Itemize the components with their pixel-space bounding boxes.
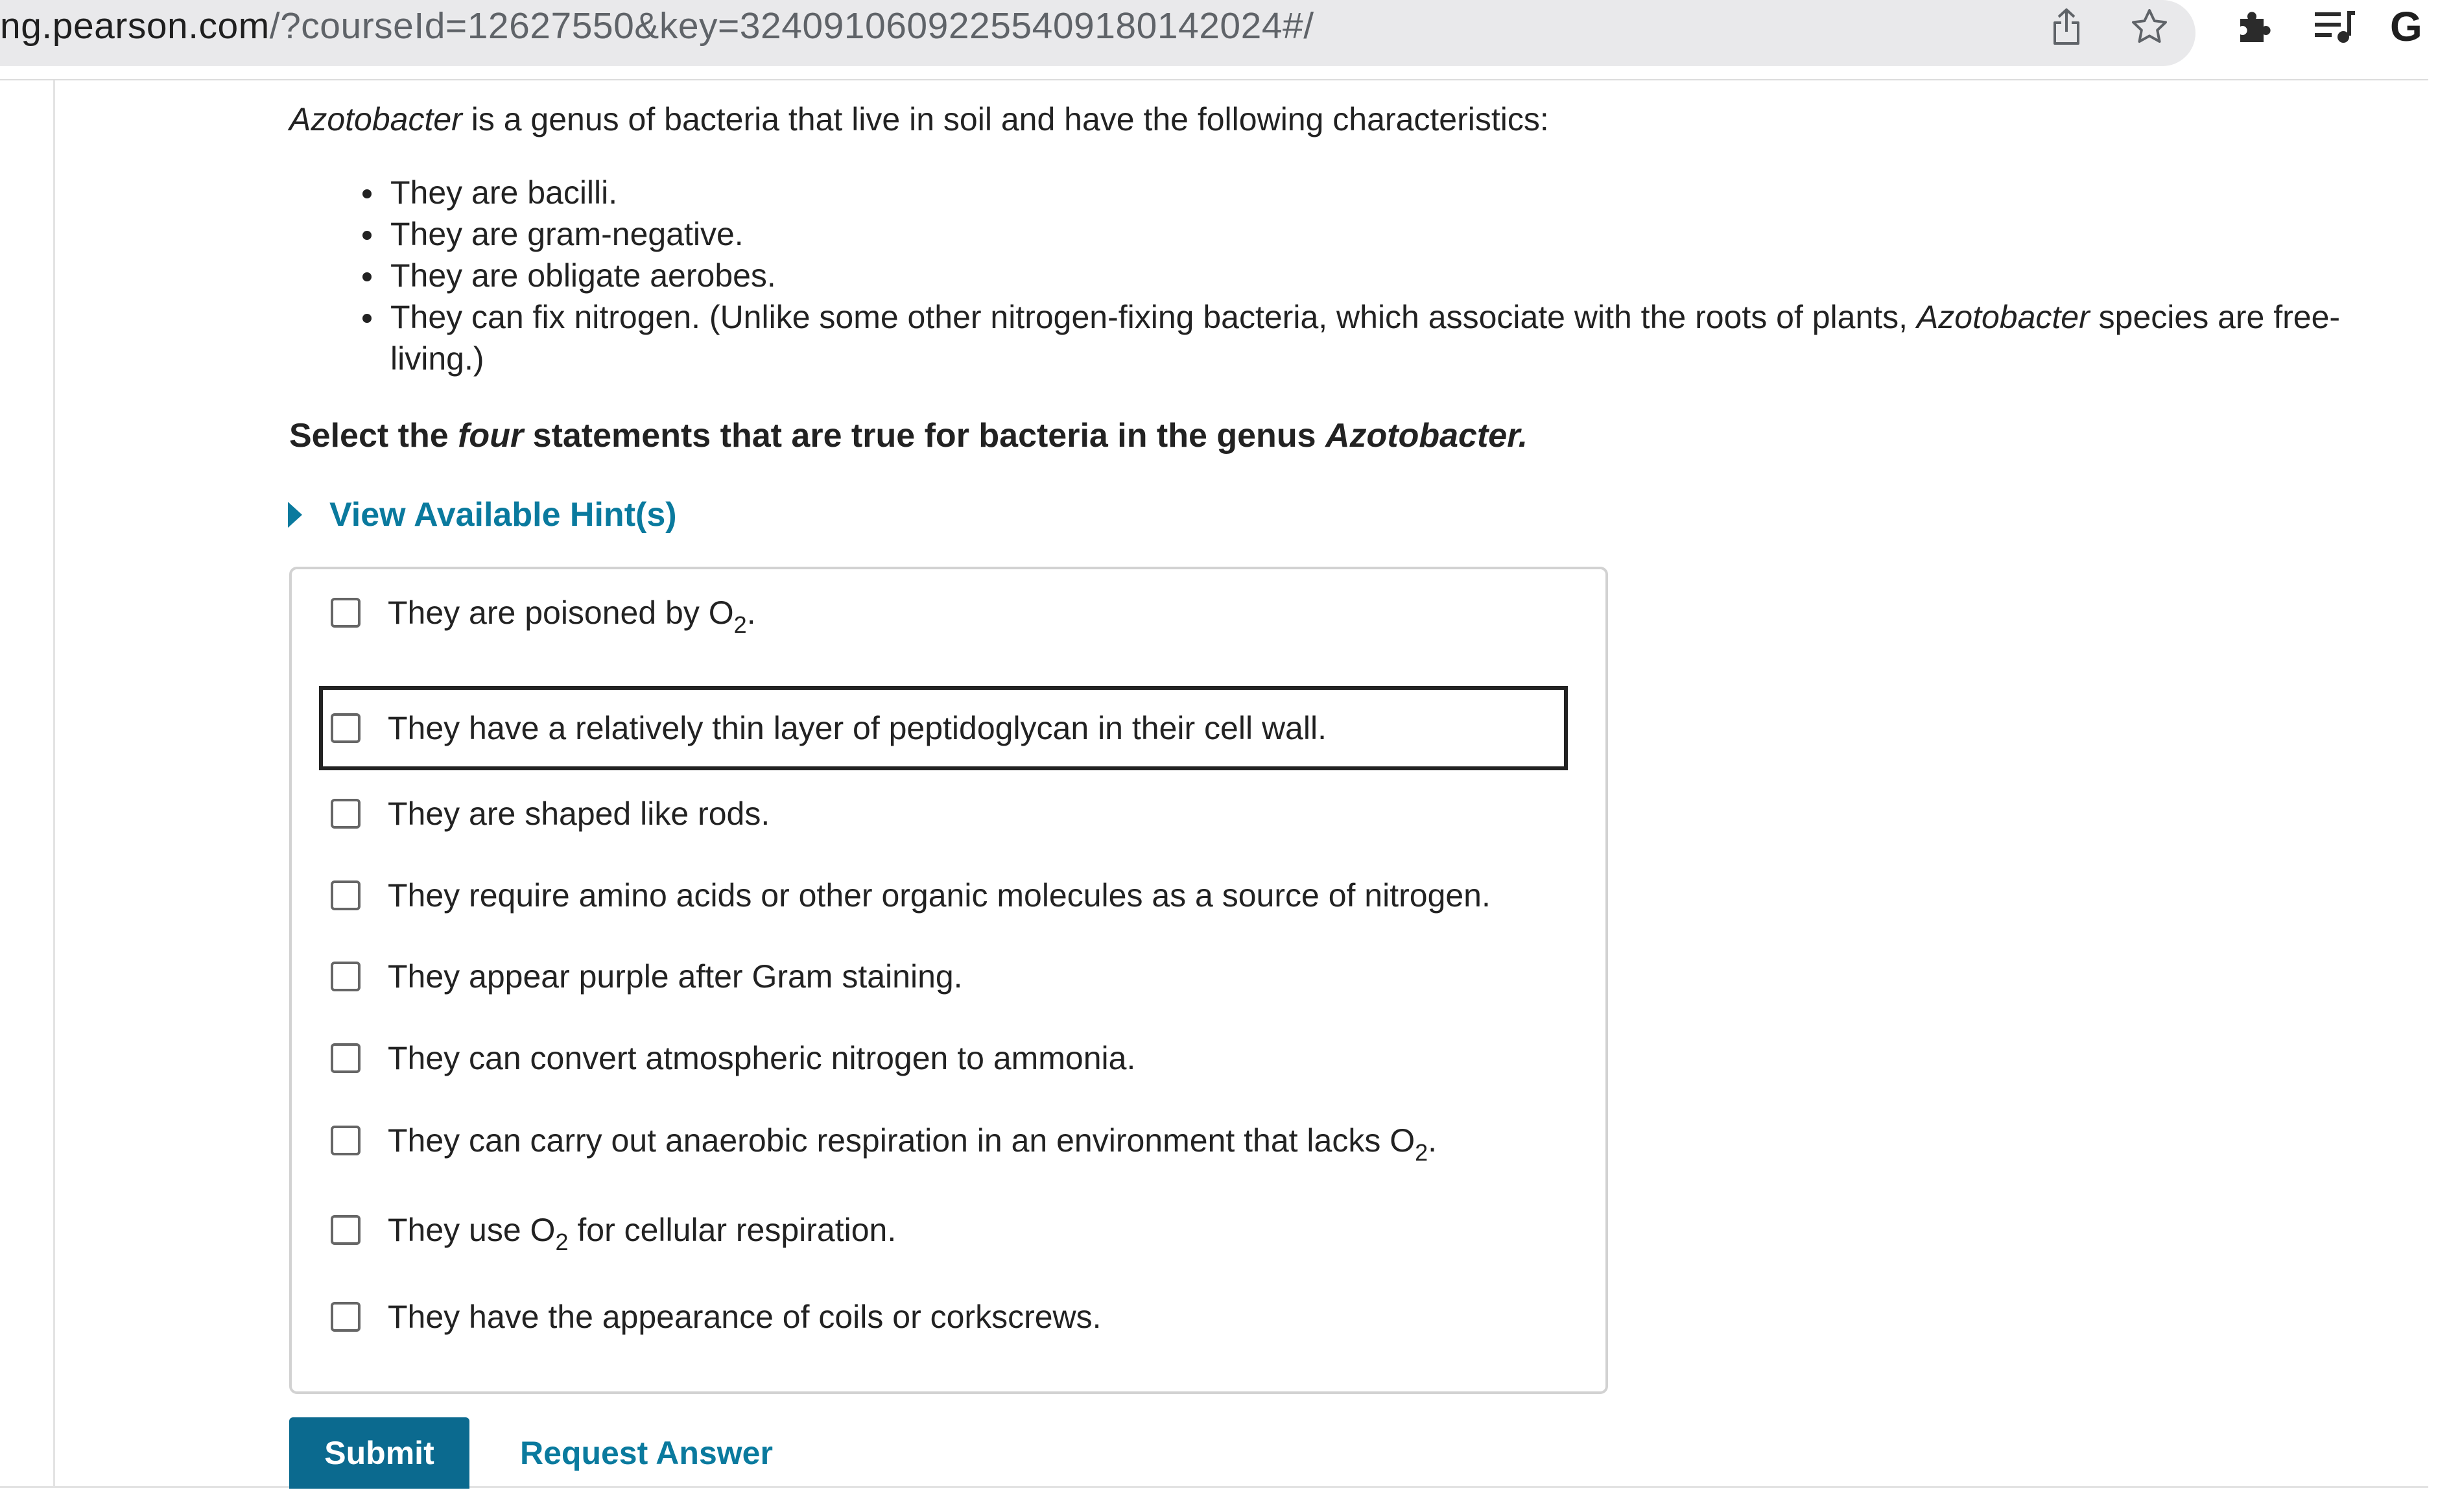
- checkbox[interactable]: [331, 1215, 361, 1245]
- view-hints-label: View Available Hint(s): [329, 496, 677, 534]
- option-text-part: They appear purple after Gram staining.: [388, 958, 963, 995]
- answer-options-box: [289, 567, 1608, 1394]
- answer-option[interactable]: [319, 772, 1568, 856]
- checkbox[interactable]: [331, 1043, 361, 1073]
- subscript: 2: [1415, 1139, 1428, 1166]
- prompt-text: Select the: [289, 417, 458, 455]
- option-text-part: They are shaped like rods.: [388, 796, 770, 832]
- genus-name: Azotobacter.: [1325, 417, 1528, 455]
- characteristics-list: [390, 172, 2420, 379]
- option-label: [388, 793, 770, 834]
- option-text-part: .: [1428, 1122, 1438, 1159]
- prompt-emphasis: four: [458, 417, 524, 455]
- checkbox[interactable]: [331, 1126, 361, 1155]
- question-intro: [289, 96, 1549, 143]
- subscript: 2: [733, 611, 747, 638]
- option-text-part: They require amino acids or other organic molecules as a source of nitrogen.: [388, 877, 1491, 914]
- option-label: [388, 1120, 1438, 1166]
- answer-option[interactable]: [319, 1275, 1568, 1359]
- option-text-part: They can convert atmospheric nitrogen to ammonia.: [388, 1040, 1136, 1076]
- characteristic-text: species are free-living.): [390, 299, 2341, 377]
- option-label: [388, 875, 1491, 916]
- option-text-part: .: [746, 595, 756, 631]
- submit-button[interactable]: [289, 1417, 469, 1489]
- option-text-part: for cellular respiration.: [568, 1212, 897, 1248]
- genus-name: Azotobacter: [289, 101, 462, 137]
- option-label: [388, 1209, 897, 1255]
- share-icon[interactable]: [2042, 3, 2090, 51]
- profile-letter: G: [2390, 3, 2422, 50]
- answer-option-focused[interactable]: [319, 686, 1568, 770]
- bookmark-star-icon[interactable]: [2125, 3, 2173, 51]
- option-text-part: They have the appearance of coils or corkscrews.: [388, 1299, 1102, 1335]
- url-text[interactable]: [0, 0, 1314, 52]
- url-path: /?courseId=12627550&key=324091060922554091801420​24#/: [269, 5, 1314, 47]
- content-left-border: [53, 80, 55, 1486]
- checkbox[interactable]: [331, 713, 361, 743]
- submit-label: Submit: [324, 1435, 434, 1471]
- address-bar[interactable]: [0, 0, 2195, 66]
- answer-option[interactable]: [319, 1188, 1568, 1272]
- subscript: 2: [555, 1229, 569, 1255]
- characteristic-text: They are gram-negative.: [390, 216, 744, 252]
- action-bar: [289, 1417, 1067, 1471]
- answer-option[interactable]: [319, 571, 1568, 655]
- option-text-part: They have a relatively thin layer of peptidoglycan in their cell wall.: [388, 710, 1327, 746]
- characteristic-item: [390, 296, 2420, 379]
- answer-option[interactable]: [319, 934, 1568, 1019]
- genus-name: Azotobacter: [1916, 299, 2090, 335]
- option-label: [388, 956, 963, 997]
- browser-toolbar: [0, 0, 2428, 80]
- profile-g-icon[interactable]: [2390, 3, 2438, 51]
- checkbox[interactable]: [331, 880, 361, 910]
- checkbox[interactable]: [331, 598, 361, 628]
- url-host: ng.pearson.com: [0, 5, 270, 47]
- option-label: [388, 592, 756, 638]
- checkbox[interactable]: [331, 1302, 361, 1332]
- caret-right-icon: [288, 502, 302, 528]
- checkbox[interactable]: [331, 962, 361, 991]
- checkbox[interactable]: [331, 799, 361, 829]
- answer-option[interactable]: [319, 1016, 1568, 1100]
- characteristic-item: [390, 213, 2420, 255]
- question-prompt: [289, 412, 1528, 459]
- characteristic-text: They are obligate aerobes.: [390, 257, 776, 294]
- prompt-text: statements that are true for bacteria in the genus: [523, 417, 1325, 455]
- answer-option[interactable]: [319, 1098, 1568, 1183]
- option-label: [388, 1037, 1135, 1079]
- request-answer-link[interactable]: Request Answer: [520, 1435, 773, 1471]
- extensions-puzzle-icon[interactable]: [2231, 3, 2278, 51]
- characteristic-item: [390, 255, 2420, 296]
- media-queue-icon[interactable]: [2311, 3, 2359, 51]
- answer-option[interactable]: [319, 853, 1568, 938]
- option-text-part: They use O: [388, 1212, 556, 1248]
- option-text-part: They are poisoned by O: [388, 595, 734, 631]
- intro-text: is a genus of bacteria that live in soil and have the following characteristics:: [462, 101, 1549, 137]
- option-label: [388, 707, 1327, 749]
- characteristic-text: They can fix nitrogen. (Unlike some other nitrogen-fixing bacteria, which associate with the roots of plants,: [390, 299, 1917, 335]
- characteristic-item: [390, 172, 2420, 213]
- option-label: [388, 1296, 1102, 1338]
- characteristic-text: They are bacilli.: [390, 174, 618, 211]
- view-hints-toggle[interactable]: [288, 491, 677, 538]
- option-text-part: They can carry out anaerobic respiration in an environment that lacks O: [388, 1122, 1415, 1159]
